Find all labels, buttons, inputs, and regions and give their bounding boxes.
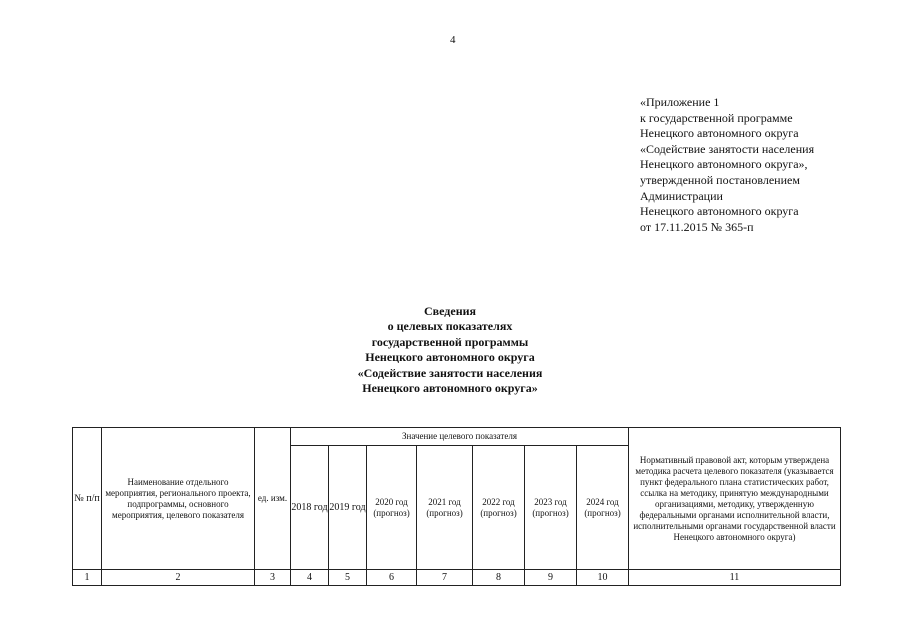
column-number-cell: 9 — [525, 570, 577, 586]
header-year-2020: 2020 год (прогноз) — [367, 446, 417, 570]
header-col-unit: ед. изм. — [255, 428, 291, 570]
column-number-cell: 7 — [417, 570, 473, 586]
title-line: Сведения — [423, 304, 477, 318]
page-number: 4 — [450, 34, 456, 46]
appendix-line: «Приложение 1 — [640, 95, 720, 109]
document-title — [300, 304, 600, 396]
appendix-line: Ненецкого автономного округа», — [640, 157, 808, 172]
header-values-group: Значение целевого показателя — [291, 428, 629, 446]
column-number-cell: 2 — [102, 570, 255, 586]
header-year-2021: 2021 год (прогноз) — [417, 446, 473, 570]
appendix-line: Ненецкого автономного округа — [640, 126, 799, 141]
column-number-cell: 6 — [367, 570, 417, 586]
indicators-table — [72, 427, 841, 586]
column-number-cell: 5 — [329, 570, 367, 586]
header-year-2018: 2018 год — [291, 446, 329, 570]
header-year-2023: 2023 год (прогноз) — [525, 446, 577, 570]
column-number-cell: 4 — [291, 570, 329, 586]
appendix-line: «Содействие занятости населения — [640, 141, 815, 156]
indicators-table-wrap — [72, 427, 841, 586]
appendix-line: Администрации — [640, 188, 723, 203]
title-line: «Содействие занятости населения — [357, 365, 543, 380]
title-line: Ненецкого автономного округа» — [362, 381, 538, 396]
header-col-act: Нормативный правовой акт, которым утверждена методика расчета целевого показателя (указывается пункт федерального плана статистических работ, ссылка на методику, принятую международными организациями, методику, утвержденную федеральными органами исполнительной власти, исполнительными органами государственной власти Ненецкого автономного округа) — [629, 428, 841, 570]
header-col-number: № п/п — [73, 428, 102, 570]
header-year-2024: 2024 год (прогноз) — [577, 446, 629, 570]
column-number-cell: 11 — [629, 570, 841, 586]
title-line: государственной программы — [371, 334, 529, 349]
appendix-line: к государственной программе — [640, 110, 793, 125]
column-number-cell: 8 — [473, 570, 525, 586]
appendix-note — [640, 95, 814, 235]
header-col-name: Наименование отдельного мероприятия, регионального проекта, подпрограммы, основного мероприятия, целевого показателя — [102, 428, 255, 570]
header-year-2022: 2022 год (прогноз) — [473, 446, 525, 570]
title-line: о целевых показателях — [387, 319, 513, 334]
header-year-2019: 2019 год — [329, 446, 367, 570]
column-number-cell: 10 — [577, 570, 629, 586]
appendix-line: утвержденной постановлением — [640, 172, 800, 187]
title-line: Ненецкого автономного округа — [365, 350, 535, 365]
appendix-line: от 17.11.2015 № 365-п — [640, 219, 754, 234]
appendix-line: Ненецкого автономного округа — [640, 204, 799, 219]
column-number-cell: 1 — [73, 570, 102, 586]
column-number-cell: 3 — [255, 570, 291, 586]
